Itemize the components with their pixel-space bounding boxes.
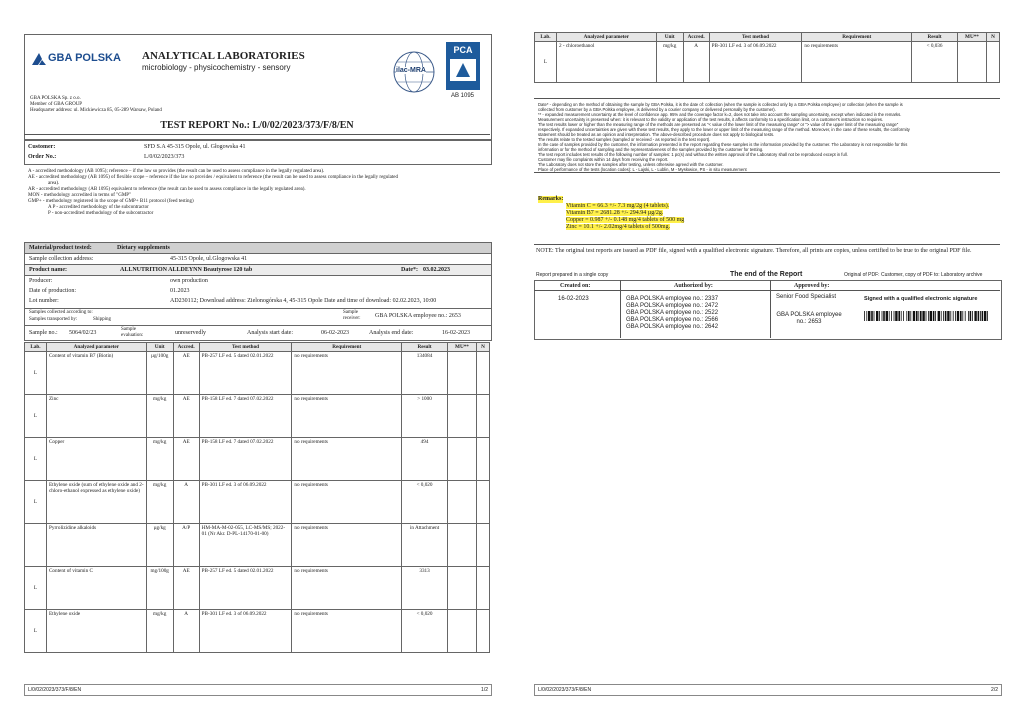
note-line: information or for the method of sampling and the representativeness of the samples provided by the customer for testing. <box>538 147 764 152</box>
accred-cell: A <box>683 42 709 83</box>
accred-cell: A/P <box>173 524 199 567</box>
footer-report-id: L/0/02/2023/373/F/8/EN <box>538 687 592 693</box>
mu-cell <box>448 395 477 438</box>
start-value: 06-02-2023 <box>321 330 349 336</box>
parameter-cell: Ethylene oxide (sum of ethylene oxide and 2-chloro-ethanol expressed as ethylene oxide) <box>46 481 146 524</box>
created-value: 16-02-2023 <box>558 296 589 302</box>
note-line: respectively. If expanded uncertainties are given with these test results, they apply to the lower or upper limit of the measuring range of the method. Moreover, in the case of these results, the conformity <box>538 127 910 132</box>
date-label: Date*: <box>401 267 418 273</box>
column-header: MU** <box>958 33 987 42</box>
page-footer <box>24 684 492 696</box>
table-row <box>25 524 490 567</box>
parameter-cell: Content of vitamin C <box>46 567 146 610</box>
material-value: Dietary supplements <box>117 245 170 251</box>
lab-cell: L <box>25 481 47 524</box>
end-value: 16-02-2023 <box>442 330 470 336</box>
company-line: Headquarter address: ul. Mickiewicza 85, 05-289 Warsaw, Poland <box>30 108 162 113</box>
footer-page-number: 2/2 <box>991 687 998 693</box>
footer-page-number: 1/2 <box>481 687 488 693</box>
note-line: Date* - depending on the method of obtaining the sample by GBA Polska, it is the date of: collection (when the sample is collected only by a GBA Polska employee) or collection (when the sample is <box>538 102 903 107</box>
note-line: ** - expanded measurement uncertainty at the level of confidence app. 95% and the coverage factor k=2, does not take into account the sampling uncertainty, except when indicated in the remarks. <box>538 112 902 117</box>
legend-line: P - non-accredited methodology of the subcontractor <box>48 211 154 216</box>
producer-value: own production <box>170 278 208 284</box>
table-row <box>25 481 490 524</box>
requirement-cell: no requirements <box>292 395 402 438</box>
sample-no-value: 5064/02/23 <box>69 330 97 336</box>
end-of-report: The end of the Report <box>730 271 803 278</box>
start-label: Analysis start date: <box>247 330 293 336</box>
remark-line: Vitamin C = 66.3 +/- 7.3 mg/2g (4 tablets). <box>566 203 670 209</box>
unit-cell: µg/kg <box>146 524 173 567</box>
authorized-employee: GBA POLSKA employee no.: 2472 <box>626 303 719 309</box>
company-line: Member of GBA GROUP <box>30 102 83 107</box>
gba-logo <box>32 52 121 70</box>
requirement-cell: no requirements <box>292 610 402 653</box>
table-row <box>25 352 490 395</box>
lab-cell <box>25 524 47 567</box>
ab-label: AB 1095 <box>451 93 475 99</box>
dop-label: Date of production: <box>29 288 76 294</box>
note-line: The results relate to the tested samples (sampled or received - as reported in the test report). <box>538 137 711 142</box>
parameter-cell: 2 - chloroethanol <box>556 42 656 83</box>
signature-barcode <box>864 308 990 326</box>
sample-row <box>24 325 492 341</box>
column-header: Test method <box>709 33 802 42</box>
parameter-cell: Ethylene oxide <box>46 610 146 653</box>
mu-cell <box>448 610 477 653</box>
lab-subtitle: microbiology - physicochemistry - sensory <box>142 63 291 72</box>
legend-line: area). <box>48 181 60 186</box>
n-cell <box>476 352 489 395</box>
n-cell <box>476 567 489 610</box>
product-value: ALLNUTRITION ALLDEYNN Beautyrose 120 tab <box>120 267 253 273</box>
requirement-cell: no requirements <box>292 352 402 395</box>
result-cell: 3313 <box>402 567 448 610</box>
product-label: Product name: <box>29 267 68 273</box>
remark-line: Zinc = 10.1 +/- 2.02mg/4 tablets of 500mg. <box>566 224 671 230</box>
parameter-cell: Zinc <box>46 395 146 438</box>
note-line: Place of performance of the tests (location codes): L - Lajski, L - Lublin, M - Mysłowice, PS - in situ measurement <box>538 167 747 172</box>
method-cell: PB-257 LF ed. 5 dated 02.01.2022 <box>199 352 292 395</box>
unit-cell: µg/100g <box>146 352 173 395</box>
method-cell: PB-158 LF ed. 7 dated 07.02.2022 <box>199 438 292 481</box>
note-line: statement should be treated as an opinion and interpretation. The above-described procedure does not apply to biological tests. <box>538 132 775 137</box>
producer-label: Producer: <box>29 278 53 284</box>
column-header: Result <box>912 33 958 42</box>
unit-cell: mg/kg <box>656 42 683 83</box>
accred-cell: A <box>173 610 199 653</box>
result-cell: 494 <box>402 438 448 481</box>
page-footer <box>534 684 1002 696</box>
approved-label: Approved by: <box>794 283 830 289</box>
unit-cell: mg/kg <box>146 481 173 524</box>
barcode-icon <box>864 311 990 321</box>
remark-line: Copper = 0.987 +/- 0.148 mg/4 tablets of 500 mg <box>566 217 685 223</box>
note-line: The test report includes test results of the following number of samples: 1 pc(s) and without the written approval of the Laboratory shall not be reproduced except in full. <box>538 152 848 157</box>
note-line: In the case of samples provided by the customer, the information presented in the report regarding these samples is the information provided by the customer. The Laboratory is not responsible for this <box>538 142 908 147</box>
method-cell: PB-301 LF ed. 3 of 06.09.2022 <box>199 481 292 524</box>
result-cell: < 0,020 <box>402 481 448 524</box>
requirement-cell: no requirements <box>292 567 402 610</box>
note-line: collected from customer by a GBA Polska employee, is delivered by a courier company or delivered personally by the customer). <box>538 107 776 112</box>
n-cell <box>476 395 489 438</box>
result-cell: < 0,036 <box>912 42 958 83</box>
authorized-employee: GBA POLSKA employee no.: 2642 <box>626 324 719 330</box>
unit-cell: mg/100g <box>146 567 173 610</box>
company-line: GBA POLSKA Sp. z o.o. <box>30 96 81 101</box>
results-table <box>24 342 490 653</box>
customer-label: Customer: <box>28 144 56 150</box>
accred-cell: AE <box>173 395 199 438</box>
prepared-label: Report prepared in a single copy <box>536 272 609 278</box>
table-header-row <box>25 343 490 352</box>
parameter-cell: Pyrrolizidine alkaloids <box>46 524 146 567</box>
created-label: Created on: <box>560 283 591 289</box>
mu-cell <box>448 524 477 567</box>
accred-cell: AE <box>173 352 199 395</box>
result-cell: < 0,020 <box>402 610 448 653</box>
footer-report-id: L/0/02/2023/373/F/8/EN <box>28 687 82 693</box>
evaluation-label: Sample evaluation: <box>121 327 144 338</box>
column-header: Test method <box>199 343 292 352</box>
lab-cell: L <box>25 438 47 481</box>
requirement-cell: no requirements <box>292 438 402 481</box>
mu-cell <box>448 438 477 481</box>
receiver-label: Sample receiver: <box>343 310 361 321</box>
authorized-employee: GBA POLSKA employee no.: 2337 <box>626 296 719 302</box>
lab-cell: L <box>535 42 557 83</box>
n-cell <box>476 438 489 481</box>
method-cell: PB-301 LF ed. 3 of 06.09.2022 <box>199 610 292 653</box>
lab-cell: L <box>25 567 47 610</box>
transported-label: Samples transported by: <box>29 317 78 322</box>
authorized-list <box>626 296 718 331</box>
lab-cell: L <box>25 395 47 438</box>
approved-employee: GBA POLSKA employee no.: 2653 <box>776 312 842 325</box>
parameter-cell: Copper <box>46 438 146 481</box>
legend-line: A - accredited methodology (AB 1095); reference – if the law so provides (the result can be used to assess compliance in the legally regulated area). <box>28 169 325 174</box>
lab-cell: L <box>25 610 47 653</box>
receiver-value: GBA POLSKA employee no.: 2653 <box>375 313 461 319</box>
collected-label: Samples collected according to: <box>29 310 93 315</box>
pca-badge <box>446 42 480 90</box>
authorized-employee: GBA POLSKA employee no.: 2522 <box>626 310 719 316</box>
method-cell: PB-158 LF ed. 7 dated 07.02.2022 <box>199 395 292 438</box>
end-label: Analysis end date: <box>369 330 414 336</box>
column-header: Unit <box>656 33 683 42</box>
original-label: Original of PDF: Customer, copy of PDF to: Laboratory archive <box>844 272 983 278</box>
mu-cell <box>958 42 987 83</box>
note-line: Customer may file complaints within 14 days from receiving the report. <box>538 157 669 162</box>
legend-line: A P - accredited methodology of the subcontractor <box>48 205 149 210</box>
ilac-mra-badge <box>392 50 436 94</box>
product-details <box>24 275 492 309</box>
legend-line: AE - accredited methodology (AB 1095) of flexible scope – reference if the law so provides / equivalent to reference (the result can be used to assess compliance in the legally regulated <box>28 175 398 180</box>
material-label: Material/product tested: <box>29 245 92 251</box>
order-label: Order No.: <box>28 154 57 160</box>
results-table-continued <box>534 32 1000 83</box>
mu-cell <box>448 481 477 524</box>
column-header: Lab. <box>535 33 557 42</box>
customer-value: SFD S.A 45-315 Opole, ul. Głogowska 41 <box>144 144 246 150</box>
date-value: 03.02.2023 <box>423 267 450 273</box>
remarks-block <box>538 196 684 231</box>
column-header: Result <box>402 343 448 352</box>
dop-value: 01.2023 <box>170 288 190 294</box>
unit-cell: mg/kg <box>146 395 173 438</box>
method-cell: HM-MA-M-02-055, LC-MS/MS; 2022-01 (Nr Akr. D-PL-14170-01-00) <box>199 524 292 567</box>
accreditation-legend <box>28 169 486 217</box>
accred-cell: AE <box>173 438 199 481</box>
sampling-row <box>24 308 492 326</box>
lot-value: AD230112; Download address: Zielonogórska 4, 45-315 Opole Date and time of download: 02.02.2023, 10:00 <box>170 298 437 304</box>
table-row <box>25 395 490 438</box>
collection-label: Sample collection address: <box>29 256 94 262</box>
ilac-label: ilac-MRA <box>396 67 426 74</box>
requirement-cell: no requirements <box>292 524 402 567</box>
gba-logo-icon <box>32 53 46 65</box>
table-row <box>25 610 490 653</box>
n-cell <box>476 481 489 524</box>
pdf-note: NOTE: The original test reports are issued as PDF file, signed with a qualified electronic signature. Therefore, all prints are copies, unless certified to be true to the original PDF file. <box>536 248 972 254</box>
column-header: Accred. <box>173 343 199 352</box>
parameter-cell: Content of vitamin B7 (Biotin) <box>46 352 146 395</box>
evaluation-value: unreservedly <box>175 330 206 336</box>
report-notes <box>538 102 998 172</box>
legend-line: AR - accredited methodology (AB 1095) equivalent to reference (the result can be used to assess compliance in the legally regulated area). <box>28 187 306 192</box>
table-row <box>25 567 490 610</box>
unit-cell: mg/kg <box>146 610 173 653</box>
requirement-cell: no requirements <box>802 42 912 83</box>
pca-label: PCA <box>453 45 473 55</box>
column-header: Accred. <box>683 33 709 42</box>
table-row <box>25 438 490 481</box>
accred-cell: AE <box>173 567 199 610</box>
n-cell <box>476 610 489 653</box>
column-header: Analyzed parameter <box>556 33 656 42</box>
transported-value: Shipping <box>93 317 112 322</box>
unit-cell: mg/kg <box>146 438 173 481</box>
column-header: Requirement <box>802 33 912 42</box>
authorized-label: Authorized by: <box>674 283 713 289</box>
method-cell: PB-301 LF ed. 3 of 06.09.2022 <box>709 42 802 83</box>
note-line: The Laboratory does not store the samples after testing, unless otherwise agreed with the customer. <box>538 162 724 167</box>
requirement-cell: no requirements <box>292 481 402 524</box>
legend-line: MON - methodology accredited in terms of "GMP" <box>28 193 132 198</box>
mu-cell <box>448 567 477 610</box>
lab-cell: L <box>25 352 47 395</box>
report-page-1 <box>24 26 492 694</box>
signature-label: Signed with a qualified electronic signature <box>864 296 978 302</box>
logo-text: GBA POLSKA <box>48 52 121 64</box>
table-header-row <box>535 33 1000 42</box>
collection-value: 45-315 Opole, ul.Glogowska 41 <box>170 256 248 262</box>
legend-line: GMP+ - methodology registered in the scope of GMP+ B11 protocol (feed testing) <box>28 199 194 204</box>
note-line: Measurement uncertainty is presented when: it is relevant to the validity or application of the test results, it affects conformity to a specification limit, or a customer's instruction so requires. <box>538 117 884 122</box>
result-cell: 134084 <box>402 352 448 395</box>
authorized-employee: GBA POLSKA employee no.: 2566 <box>626 317 719 323</box>
column-header: Unit <box>146 343 173 352</box>
column-header: Lab. <box>25 343 47 352</box>
column-header: Analyzed parameter <box>46 343 146 352</box>
lab-title: ANALYTICAL LABORATORIES <box>142 50 305 62</box>
approved-role: Senior Food Specialist <box>776 294 837 300</box>
table-row <box>535 42 1000 83</box>
accred-cell: A <box>173 481 199 524</box>
order-value: L/0/02/2023/373 <box>144 154 185 160</box>
result-cell: in Attachment <box>402 524 448 567</box>
mu-cell <box>448 352 477 395</box>
column-header: N <box>476 343 489 352</box>
remark-line: Vitamin B7 = 2681.28 +/- 294.94 µg/2g. <box>566 210 664 216</box>
report-page-2 <box>534 26 1002 694</box>
column-header: N <box>986 33 999 42</box>
n-cell <box>476 524 489 567</box>
column-header: MU** <box>448 343 477 352</box>
note-line: The test results lower or higher than the measuring range of the methods are presented as "< value of the lower limit of the measuring range" or "> value of the upper limit of the measuring range" <box>538 122 899 127</box>
company-address <box>30 96 162 114</box>
column-header: Requirement <box>292 343 402 352</box>
report-title: TEST REPORT No.: L/0/02/2023/373/F/8/EN <box>160 120 354 131</box>
lot-label: Lot number: <box>29 298 59 304</box>
method-cell: PB-257 LF ed. 5 dated 02.01.2022 <box>199 567 292 610</box>
result-cell: > 1000 <box>402 395 448 438</box>
remarks-label: Remarks: <box>538 196 564 202</box>
sample-no-label: Sample no.: <box>29 330 58 336</box>
n-cell <box>986 42 999 83</box>
accreditation-mark-icon <box>446 55 480 85</box>
